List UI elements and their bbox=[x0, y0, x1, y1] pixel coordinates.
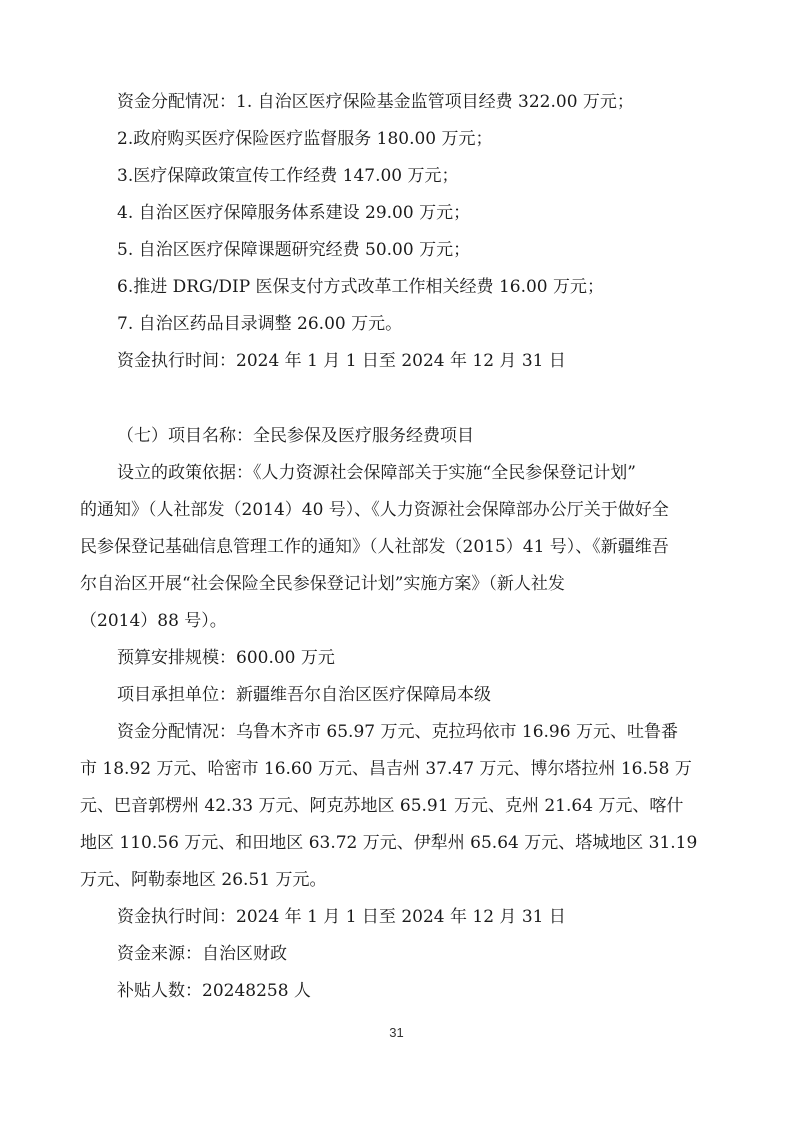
text-line: 2.政府购买医疗保险医疗监督服务 180.00 万元； bbox=[117, 129, 493, 149]
text-line: 设立的政策依据：《人力资源社会保障部关于实施“全民参保登记计划” bbox=[117, 463, 636, 483]
text-line: 6.推进 DRG/DIP 医保支付方式改革工作相关经费 16.00 万元； bbox=[117, 277, 605, 297]
text-line: 资金分配情况：1. 自治区医疗保险基金监管项目经费 322.00 万元； bbox=[117, 92, 634, 112]
text-line: 万元、阿勒泰地区 26.51 万元。 bbox=[80, 870, 327, 890]
text-line: 5. 自治区医疗保障课题研究经费 50.00 万元； bbox=[117, 240, 471, 260]
text-line: 元、巴音郭楞州 42.33 万元、阿克苏地区 65.91 万元、克州 21.64 万元、喀什 bbox=[80, 796, 684, 816]
text-line: 资金来源：自治区财政 bbox=[117, 944, 287, 964]
text-line: 的通知》（人社部发（2014）40 号）、《人力资源社会保障部办公厅关于做好全 bbox=[80, 500, 669, 520]
text-line: 资金执行时间：2024 年 1 月 1 日至 2024 年 12 月 31 日 bbox=[117, 351, 566, 371]
text-line: （2014）88 号）。 bbox=[80, 611, 227, 631]
text-line: 尔自治区开展“社会保险全民参保登记计划”实施方案》（新人社发 bbox=[80, 574, 565, 594]
text-line: 项目承担单位：新疆维吾尔自治区医疗保障局本级 bbox=[117, 685, 491, 705]
text-line: 民参保登记基础信息管理工作的通知》（人社部发（2015）41 号）、《新疆维吾 bbox=[80, 537, 669, 557]
text-line: 地区 110.56 万元、和田地区 63.72 万元、伊犁州 65.64 万元、塔城地区 31.19 bbox=[80, 833, 698, 853]
text-line: 资金分配情况：乌鲁木齐市 65.97 万元、克拉玛依市 16.96 万元、吐鲁番 bbox=[117, 722, 678, 742]
text-line: 3.医疗保障政策宣传工作经费 147.00 万元； bbox=[117, 166, 459, 186]
text-line: 预算安排规模：600.00 万元 bbox=[117, 648, 335, 668]
section-heading: （七）项目名称：全民参保及医疗服务经费项目 bbox=[117, 426, 474, 446]
text-line: 资金执行时间：2024 年 1 月 1 日至 2024 年 12 月 31 日 bbox=[117, 907, 566, 927]
text-line: 7. 自治区药品目录调整 26.00 万元。 bbox=[117, 314, 403, 334]
text-line: 补贴人数：20248258 人 bbox=[117, 981, 311, 1001]
text-line: 市 18.92 万元、哈密市 16.60 万元、昌吉州 37.47 万元、博尔塔拉州 16.58 万 bbox=[80, 759, 692, 779]
text-line: 4. 自治区医疗保障服务体系建设 29.00 万元； bbox=[117, 203, 471, 223]
page-number: 31 bbox=[389, 1025, 404, 1040]
